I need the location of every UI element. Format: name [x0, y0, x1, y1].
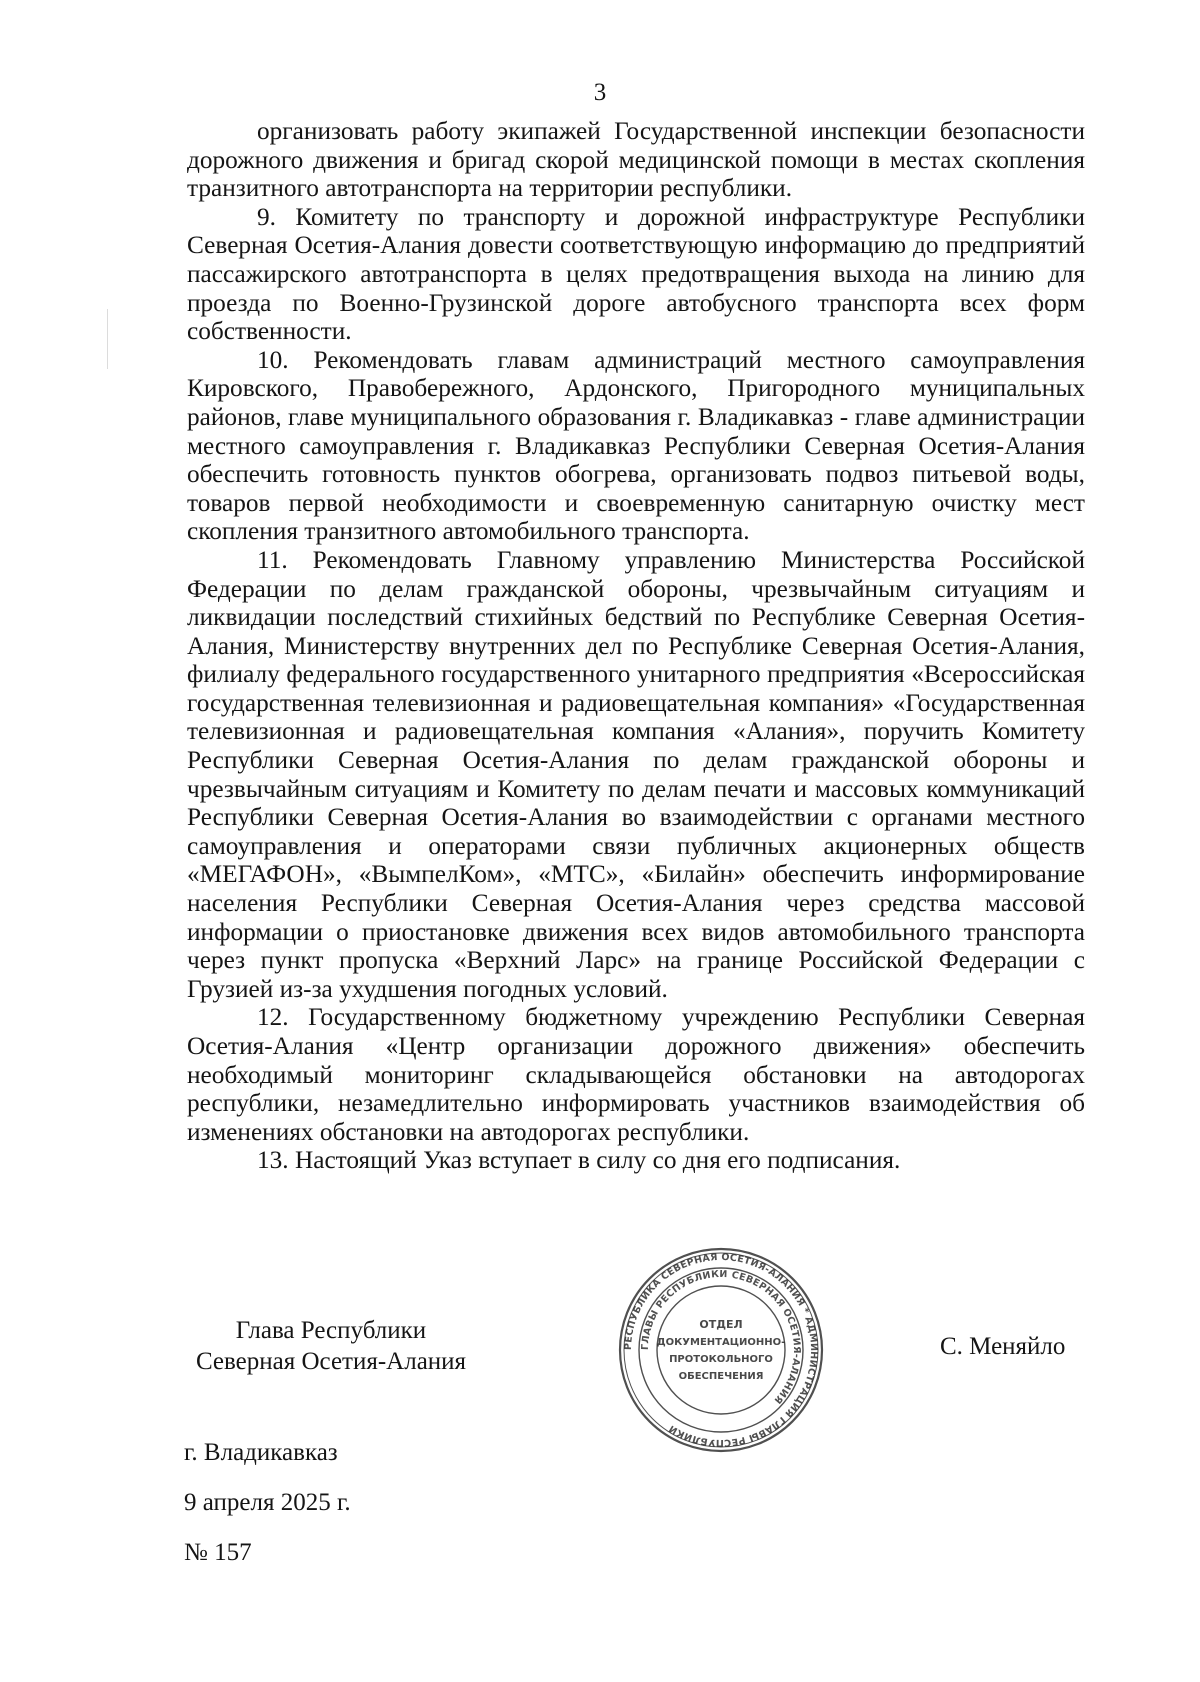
paragraph-13: 13. Настоящий Указ вступает в силу со дня его подписания. [257, 1146, 901, 1175]
stamp-ring-inner-text: ГЛАВЫ РЕСПУБЛИКИ СЕВЕРНАЯ ОСЕТИЯ-АЛАНИЯ [639, 1268, 803, 1406]
paragraph-10: 10. Рекомендовать главам администраций местного самоуправления Кировского, Правобережного, Ардонского, Пригородного муниципальных районов, главе муниципального образования г. Владикавказ - главе администрации местного самоуправления г. Владикавказ Республики Северная Осетия-Алания обеспечить готовность пунктов обогрева, организовать подвоз питьевой воды, товаров первой необходимости и своевременную санитарную очистку мест скопления транзитного автомобильного транспорта. [187, 345, 1085, 546]
signatory-position [186, 1315, 476, 1377]
stamp-center-line1: ОТДЕЛ [699, 1318, 743, 1331]
decree-number: № 157 [184, 1539, 252, 1566]
margin-mark [107, 309, 108, 369]
paragraph-9: 9. Комитету по транспорту и дорожной инфраструктуре Республики Северная Осетия-Алания довести соответствующую информацию до предприятий пассажирского автотранспорта в целях предотвращения выхода на линию для проезда по Военно-Грузинской дороге автобусного транспорта всех форм собственности. [187, 202, 1085, 346]
paragraph-12: 12. Государственному бюджетному учреждению Республики Северная Осетия-Алания «Центр организации дорожного движения» обеспечить необходимый мониторинг складывающейся обстановки на автодорогах республики, незамедлительно информировать участников взаимодействия об изменениях обстановки на автодорогах республики. [187, 1003, 1085, 1146]
stamp-center-line3: ПРОТОКОЛЬНОГО [669, 1354, 773, 1365]
stamp-center-line2: ДОКУМЕНТАЦИОННО- [656, 1337, 786, 1348]
stamp-ring-outer-text: РЕСПУБЛИКА СЕВЕРНАЯ ОСЕТИЯ-АЛАНИЯ * АДМИНИСТРАЦИЯ ГЛАВЫ РЕСПУБЛИКИ [622, 1251, 820, 1449]
official-stamp [616, 1245, 826, 1455]
signatory-position-line2: Северная Осетия-Алания [195, 1348, 467, 1375]
paragraph-11: 11. Рекомендовать Главному управлению Министерства Российской Федерации по делам гражданской обороны, чрезвычайным ситуациям и ликвидации последствий стихийных бедствий по Республике Северная Осетия-Алания, Министерству внутренних дел по Республике Северная Осетия-Алания, филиалу федерального государственного унитарного предприятия «Всероссийская государственная телевизионная и радиовещательная компания» «Государственная телевизионная и радиовещательная компания «Алания», поручить Комитету Республики Северная Осетия-Алания по делам гражданской обороны и чрезвычайным ситуациям и Комитету по делам печати и массовых коммуникаций Республики Северная Осетия-Алания во взаимодействии с органами местного самоуправления и операторами связи публичных акционерных обществ «МЕГАФОН», «ВымпелКом», «МТС», «Билайн» обеспечить информирование населения Республики Северная Осетия-Алания через средства массовой информации о приостановке движения всех видов автомобильного транспорта через пункт пропуска «Верхний Ларс» на границе Российской Федерации с Грузией из-за ухудшения погодных условий. [187, 545, 1085, 1003]
decree-body [187, 117, 1085, 1175]
stamp-middle-ring [639, 1268, 803, 1432]
stamp-center-line4: ОБЕСПЕЧЕНИЯ [678, 1371, 764, 1382]
decree-date: 9 апреля 2025 г. [184, 1489, 351, 1516]
signatory-position-line1: Глава Республики [235, 1317, 427, 1344]
place-of-issue: г. Владикавказ [184, 1439, 338, 1466]
page-number: 3 [593, 79, 607, 106]
paragraph-continuation: организовать работу экипажей Государственной инспекции безопасности дорожного движения и бригад скорой медицинской помощи в местах скопления транзитного автотранспорта на территории республики. [187, 117, 1085, 203]
stamp-inner-ring [657, 1286, 785, 1414]
signatory-name: С. Меняйло [940, 1333, 1066, 1360]
